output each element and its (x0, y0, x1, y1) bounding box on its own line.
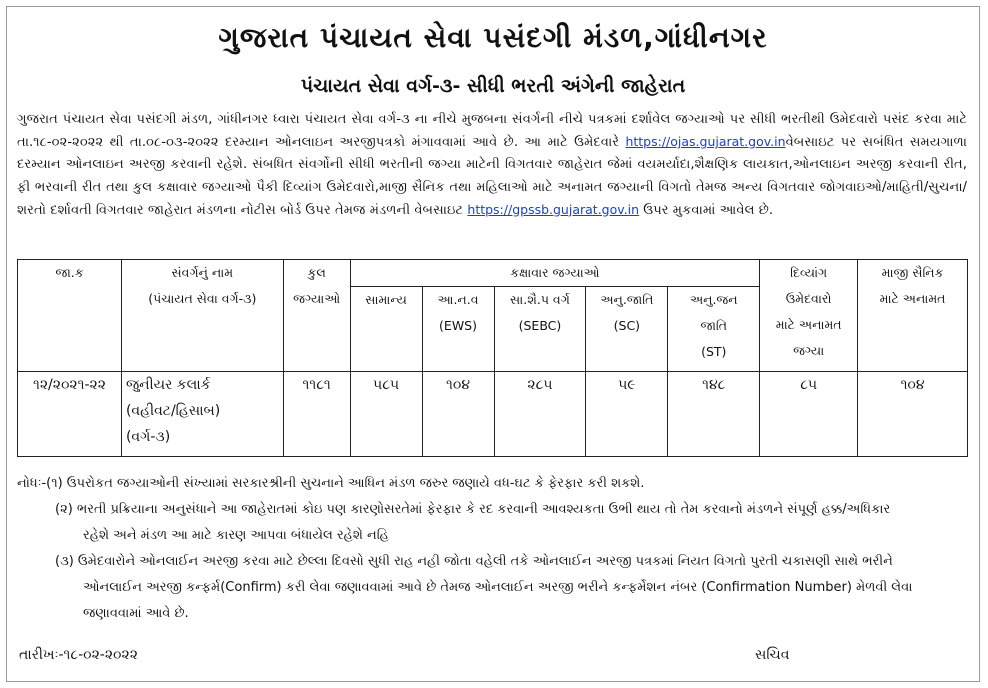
notice-date: તારીખઃ-૧૮-૦૨-૨૦૨૨ (19, 647, 138, 663)
note-3-cont: ઓનલાઈન અરજી કન્ફર્મ(Confirm) કરી લેવા જણાવવામાં આવે છે તેમજ ઓનલાઈન અરજી ભરીને કન્ફર્મેશન નંબર (Confirmation Number) મેળવી લેવા (83, 580, 913, 595)
intro-paragraph (17, 109, 967, 222)
page-title: ગુજરાત પંચાયત સેવા પસંદગી મંડળ,ગાંધીનગર (218, 21, 768, 54)
cell-cadre: જુનીયર કલાર્ક (વહીવટ/હિસાબ) (વર્ગ-૩) (121, 372, 283, 457)
intro-text-2: વેબસાઇટ પર સબંધિત સમયગાળા દરમ્યાન ઓનલાઇન અરજી કરવાની રહેશે. સંબધિત સંવર્ગોની સીધી ભરતીની જગ્યા માટેની વિગતવાર જાહેરાત જેમાં વયમર્યાદા,શૈક્ષણિક લાયકાત,ઓનલાઇન અરજી કરવાની રીત, ફી ભરવાની રીત તથા કુલ કક્ષાવાર જગ્યાઓ પૈકી દિવ્યાંગ ઉમેદવારો,માજી સૈનિક તથા મહિલાઓ માટે અનામત જગ્યાની વિગતો તેમજ અન્ય વિગતવાર જોગવાઇઓ/માહિતી/સુચના/શરતો દર્શાવતી વિગતવાર જાહેરાત મંડળના નોટીસ બોર્ડ ઉપર તેમજ મંડળની વેબસાઇટ (17, 135, 967, 218)
header-ews: આ.ન.વ (EWS) (422, 287, 494, 372)
cell-divyang: ૮૫ (760, 372, 858, 457)
note-3-end: જણાવવામાં આવે છે. (83, 606, 189, 621)
header-sebc: સા.શૈ.પ વર્ગ (SEBC) (494, 287, 586, 372)
notes-section (17, 471, 968, 627)
header-st: અનુ.જન જાતિ (ST) (668, 287, 760, 372)
header-divyang: દિવ્યાંગ ઉમેદવારો માટે અનામત જગ્યા (760, 260, 858, 372)
signatory: સચિવ (755, 647, 790, 663)
cell-st: ૧૪૮ (668, 372, 760, 457)
header-category: કક્ષાવાર જગ્યાઓ (350, 260, 760, 287)
header-cadre: સંવર્ગનું નામ (પંચાયત સેવા વર્ગ-૩) (121, 260, 283, 372)
vacancy-table (17, 259, 968, 457)
cell-total: ૧૧૮૧ (283, 372, 350, 457)
page-subtitle: પંચાયત સેવા વર્ગ-૩- સીધી ભરતી અંગેની જાહેરાત (300, 75, 686, 97)
note-2-cont: રહેશે અને મંડળ આ માટે કારણ આપવા બંધાયેલ રહેશે નહિ (83, 528, 389, 543)
cell-sc: ૫૯ (586, 372, 668, 457)
cell-no: ૧૨/૨૦૨૧-૨૨ (18, 372, 122, 457)
cell-ews: ૧૦૪ (422, 372, 494, 457)
header-no: જા.ક (18, 260, 122, 372)
header-sc: અનુ.જાતિ (SC) (586, 287, 668, 372)
cell-ex-servicemen: ૧૦૪ (858, 372, 968, 457)
header-ex-servicemen: માજી સૈનિક માટે અનામત (858, 260, 968, 372)
intro-text-1: ગુજરાત પંચાયત સેવા પસંદગી મંડળ, ગાંધીનગર ધ્વારા પંચાયત સેવા વર્ગ-૩ ના નીચે મુજબના સંવર્ગની નીચે પત્રકમાં દર્શાવેલ જગ્યાઓ પર સીધી ભરતીથી ઉમેદવારો પસંદ કરવા માટે તા.૧૮-૦૨-૨૦૨૨ થી તા.૦૮-૦૩-૨૦૨૨ દરમ્યાન ઓનલાઇન અરજીપત્રકો મંગાવવામાં આવે છે. આ માટે ઉમેદવારે (17, 112, 967, 151)
ojas-link[interactable]: https://ojas.gujarat.gov.in (625, 134, 786, 150)
notice-page (6, 6, 980, 682)
cell-sebc: ૨૮૫ (494, 372, 586, 457)
table-row (18, 372, 968, 457)
header-general: સામાન્ય (350, 287, 422, 372)
header-total: કુલ જગ્યાઓ (283, 260, 350, 372)
intro-text-3: ઉપર મુકવામાં આવેલ છે. (639, 202, 774, 218)
note-2: (૨) ભરતી પ્રક્રિયાના અનુસંધાને આ જાહેરાતમાં કોઇ પણ કારણોસરતેમાં ફેરફાર કે રદ કરવાની આવશ્યકતા ઉભી થાય તો તેમ કરવાનો મંડળને સંપૂર્ણ હક્ક/અધિકાર (55, 502, 891, 517)
cell-general: ૫૮૫ (350, 372, 422, 457)
note-3: (૩) ઉમેદવારોને ઓનલાઈન અરજી કરવા માટે છેલ્લા દિવસો સુધી રાહ નહી જોતા વહેલી તકે ઓનલાઈન અરજી પત્રકમાં નિયત વિગતો પુરતી ચકાસણી સાથે ભરીને (55, 554, 893, 569)
note-1: નોધઃ-(૧) ઉપરોકત જગ્યાઓની સંખ્યામાં સરકારશ્રીની સુચનાને આધિન મંડળ જરુર જણાયે વધ-ઘટ કે ફેરફાર કરી શકશે. (17, 476, 645, 491)
gpssb-link[interactable]: https://gpssb.gujarat.gov.in (467, 201, 640, 217)
